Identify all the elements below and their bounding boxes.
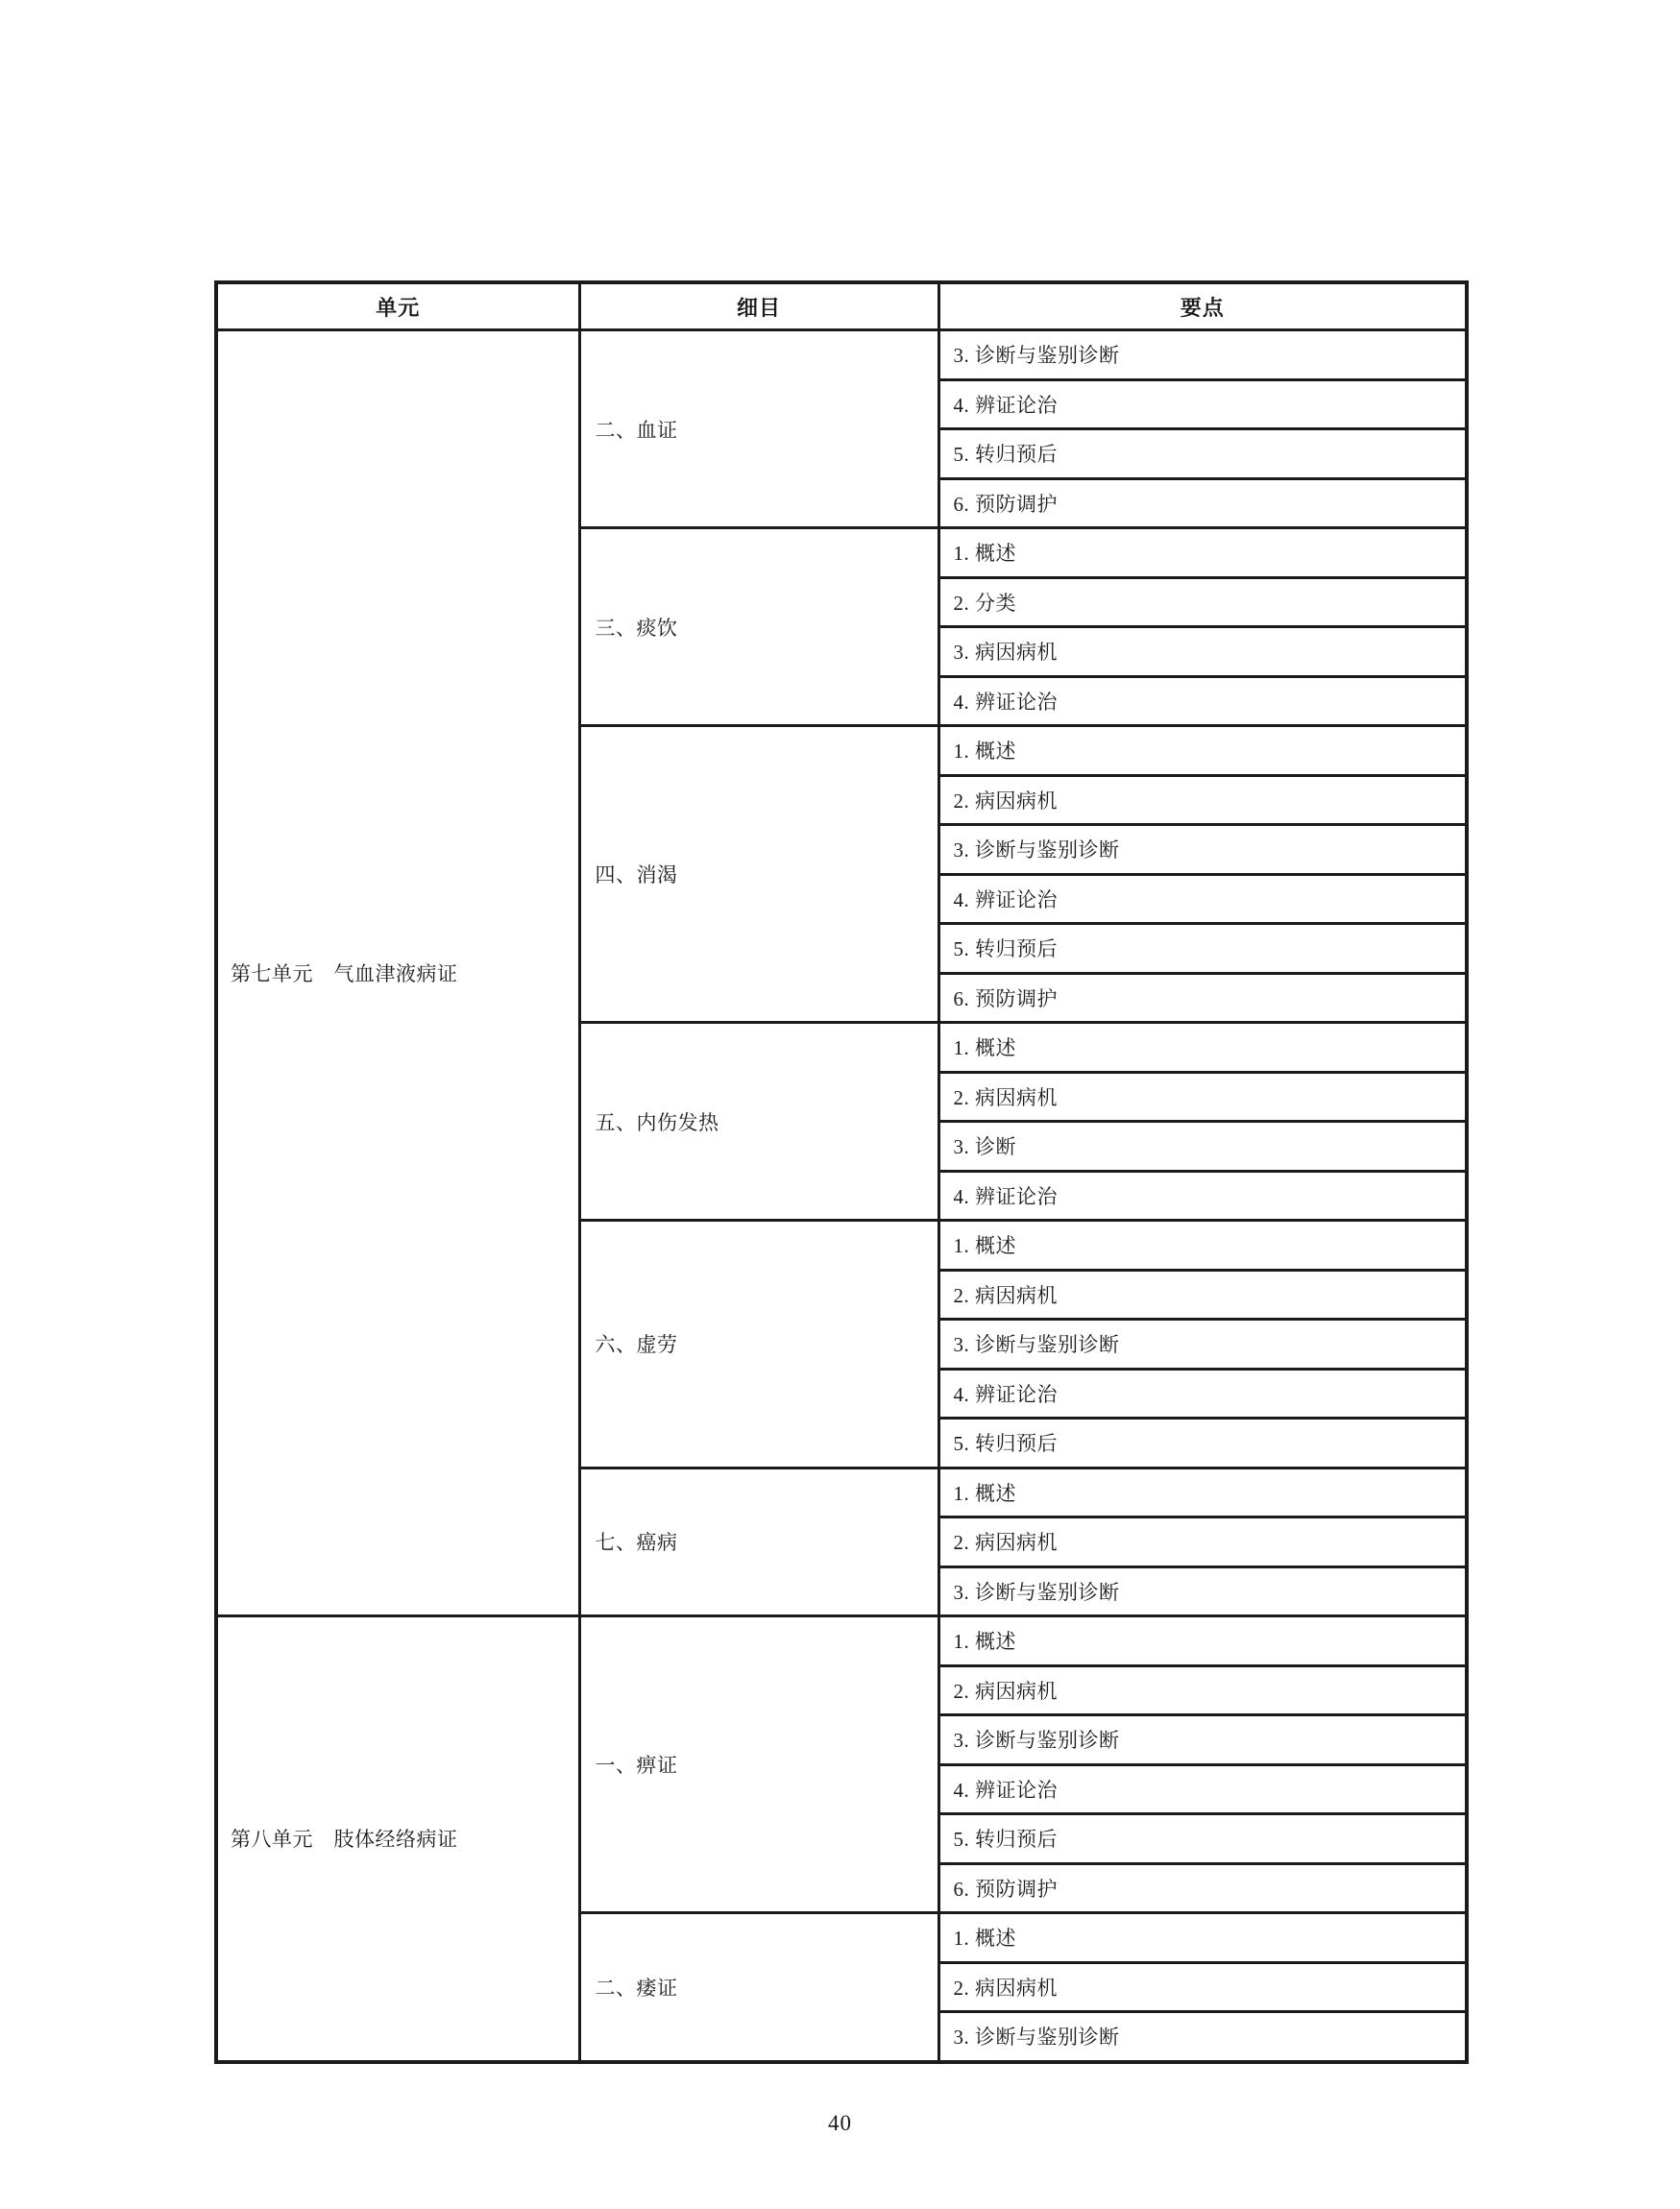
table-header-row xyxy=(216,282,1467,330)
point-cell: 4. 辨证论治 xyxy=(938,1171,1467,1221)
point-cell: 3. 诊断与鉴别诊断 xyxy=(938,2012,1467,2062)
point-cell: 1. 概述 xyxy=(938,1913,1467,1963)
point-cell: 6. 预防调护 xyxy=(938,1863,1467,1913)
point-cell: 1. 概述 xyxy=(938,1023,1467,1073)
point-cell: 1. 概述 xyxy=(938,1468,1467,1517)
point-cell: 1. 概述 xyxy=(938,1221,1467,1271)
syllabus-table xyxy=(214,280,1469,2064)
point-cell: 3. 诊断与鉴别诊断 xyxy=(938,330,1467,380)
header-unit: 单元 xyxy=(216,282,579,330)
point-cell: 2. 病因病机 xyxy=(938,1962,1467,2012)
point-cell: 4. 辨证论治 xyxy=(938,379,1467,429)
point-cell: 6. 预防调护 xyxy=(938,478,1467,528)
page-number: 40 xyxy=(828,2111,852,2135)
point-cell: 2. 病因病机 xyxy=(938,775,1467,825)
point-cell: 4. 辨证论治 xyxy=(938,874,1467,924)
header-detail: 细目 xyxy=(579,282,938,330)
point-cell: 3. 诊断与鉴别诊断 xyxy=(938,1566,1467,1616)
point-cell: 2. 分类 xyxy=(938,577,1467,627)
point-cell: 3. 诊断 xyxy=(938,1122,1467,1172)
point-cell: 6. 预防调护 xyxy=(938,973,1467,1023)
unit-cell: 第七单元 气血津液病证 xyxy=(216,330,579,1616)
point-cell: 2. 病因病机 xyxy=(938,1665,1467,1715)
header-points: 要点 xyxy=(938,282,1467,330)
point-cell: 4. 辨证论治 xyxy=(938,1369,1467,1419)
point-cell: 2. 病因病机 xyxy=(938,1270,1467,1320)
point-cell: 2. 病因病机 xyxy=(938,1072,1467,1122)
detail-cell: 四、消渴 xyxy=(579,726,938,1023)
point-cell: 4. 辨证论治 xyxy=(938,1764,1467,1814)
detail-cell: 二、血证 xyxy=(579,330,938,528)
point-cell: 5. 转归预后 xyxy=(938,429,1467,479)
detail-cell: 五、内伤发热 xyxy=(579,1023,938,1221)
point-cell: 1. 概述 xyxy=(938,1616,1467,1666)
point-cell: 1. 概述 xyxy=(938,726,1467,776)
detail-cell: 二、痿证 xyxy=(579,1913,938,2062)
point-cell: 1. 概述 xyxy=(938,528,1467,578)
point-cell: 3. 诊断与鉴别诊断 xyxy=(938,1715,1467,1765)
detail-cell: 七、癌病 xyxy=(579,1468,938,1616)
point-cell: 3. 诊断与鉴别诊断 xyxy=(938,825,1467,875)
detail-cell: 三、痰饮 xyxy=(579,528,938,726)
syllabus-table-body xyxy=(216,330,1467,2062)
table-row xyxy=(216,330,1467,380)
point-cell: 2. 病因病机 xyxy=(938,1517,1467,1567)
point-cell: 5. 转归预后 xyxy=(938,1814,1467,1864)
point-cell: 3. 诊断与鉴别诊断 xyxy=(938,1320,1467,1370)
unit-cell: 第八单元 肢体经络病证 xyxy=(216,1616,579,2062)
point-cell: 3. 病因病机 xyxy=(938,627,1467,677)
point-cell: 4. 辨证论治 xyxy=(938,676,1467,726)
point-cell: 5. 转归预后 xyxy=(938,1419,1467,1469)
detail-cell: 一、痹证 xyxy=(579,1616,938,1913)
detail-cell: 六、虚劳 xyxy=(579,1221,938,1469)
point-cell: 5. 转归预后 xyxy=(938,924,1467,974)
table-row xyxy=(216,1616,1467,1666)
